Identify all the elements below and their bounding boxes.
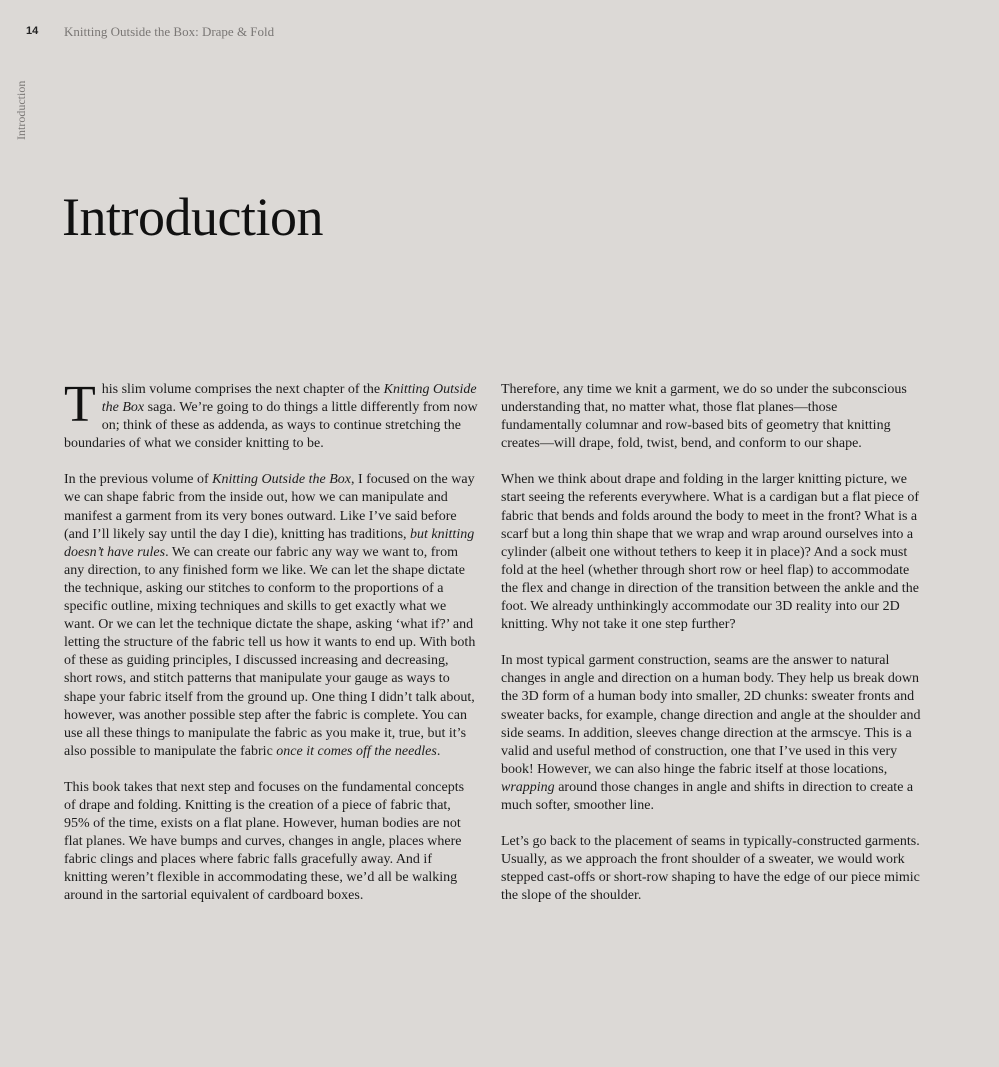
book-title-emphasis: Knitting Outside the Box	[212, 472, 351, 488]
book-title-emphasis: Knitting Outside the Box	[101, 382, 477, 416]
text-run: In most typical garment construction, seams are the answer to natural changes in angle and direction on a human body. They help us break down the 3D form of a human body into smaller, 2D chunks: sweater fronts and sweater backs, for example, change direction and angle at the shoulder and side seams. In addition, sleeves change direction at the armscye. This is a valid and useful method of construction, one that I’ve used in this very book! However, we can also hinge the fabric itself at those locations,	[501, 653, 921, 777]
right-column	[501, 381, 921, 923]
text-run: around those changes in angle and shifts in direction to create a much softer, smoother line.	[501, 779, 914, 813]
emphasis: but knitting doesn’t have rules	[64, 526, 475, 560]
emphasis: wrapping	[501, 779, 555, 795]
text-run: , I focused on the way we can shape fabric from the inside out, how we can manipulate and manifest a garment from its very bones outward. Like I’ve said before (and I’ll likely say until the day I die), knitting has traditions,	[64, 472, 475, 542]
paragraph: Let’s go back to the placement of seams in typically-constructed garments. Usually, as we approach the front shoulder of a sweater, we would work stepped cast-offs or short-row shaping to have the edge of our piece mimic the slope of the shoulder.	[501, 834, 920, 904]
running-head: Knitting Outside the Box: Drape & Fold	[64, 24, 275, 39]
paragraph: This book takes that next step and focuses on the fundamental concepts of drape and folding. Knitting is the creation of a piece of fabric that, 95% of the time, exists on a flat plane. However, human bodies are not flat planes. We have bumps and curves, changes in angle, places where fabric clings and places where fabric falls gracefully away. And if knitting weren’t flexible in accommodating these, we’d all be walking around in the sartorial equivalent of cardboard boxes.	[64, 779, 465, 904]
paragraph: When we think about drape and folding in the larger knitting picture, we start seeing the referents everywhere. What is a cardigan but a flat piece of fabric that bends and folds around the body to meet in the front? What is a scarf but a long thin shape that we wrap and wrap around ourselves into a cylinder (albeit one without tethers to keep it in place)? And a sock must fold at the heel (whether through short row or heel flap) to accommodate the flex and change in direction of the transition between the ankle and the foot. We already unthinkingly accommodate our 3D reality into our 2D knitting. Why not take it one step further?	[501, 472, 919, 633]
paragraph	[64, 376, 478, 453]
text-run: . We can create our fabric any way we want to, from any direction, to any finished form we like. We can let the shape dictate the technique, asking our stitches to conform to the proportions of a specific outline, mixing techniques and skills to get exactly what we want. Or we can let the technique dictate the shape, asking ‘what if?’ and letting the structure of the fabric tell us how it wants to end up. With both of these as guiding principles, I discussed increasing and decreasing, short rows, and stitch patterns that manipulate your gauge as ways to shape your fabric itself from the ground up. One thing I didn’t talk about, however, was another possible step after the fabric is complete. You can use all these things to manipulate the fabric as you make it, true, but it’s also possible to manipulate the fabric	[64, 544, 476, 759]
paragraph	[501, 652, 921, 815]
text-run: his slim volume comprises the next chapter of the	[101, 382, 384, 397]
text-run: In the previous volume of	[64, 472, 213, 488]
left-column	[64, 376, 478, 924]
chapter-title: Introduction	[62, 187, 323, 247]
paragraph: Therefore, any time we knit a garment, we do so under the subconscious understanding that, no matter what, those flat planes—those fundamentally columnar and row-based bits of geometry that knitting creates—will drape, fold, twist, bend, and conform to our shape.	[501, 382, 907, 452]
drop-cap: T	[64, 376, 96, 433]
text-run: saga. We’re going to do things a little differently from now on; think of these as addenda, as ways to continue stretching the boundaries of what we consider knitting to be.	[64, 400, 478, 452]
emphasis: once it comes off the needles	[276, 743, 437, 759]
page-number: 14	[26, 25, 39, 37]
paragraph	[64, 471, 478, 761]
side-section-label: Introduction	[14, 80, 28, 140]
text-run: .	[436, 743, 441, 759]
